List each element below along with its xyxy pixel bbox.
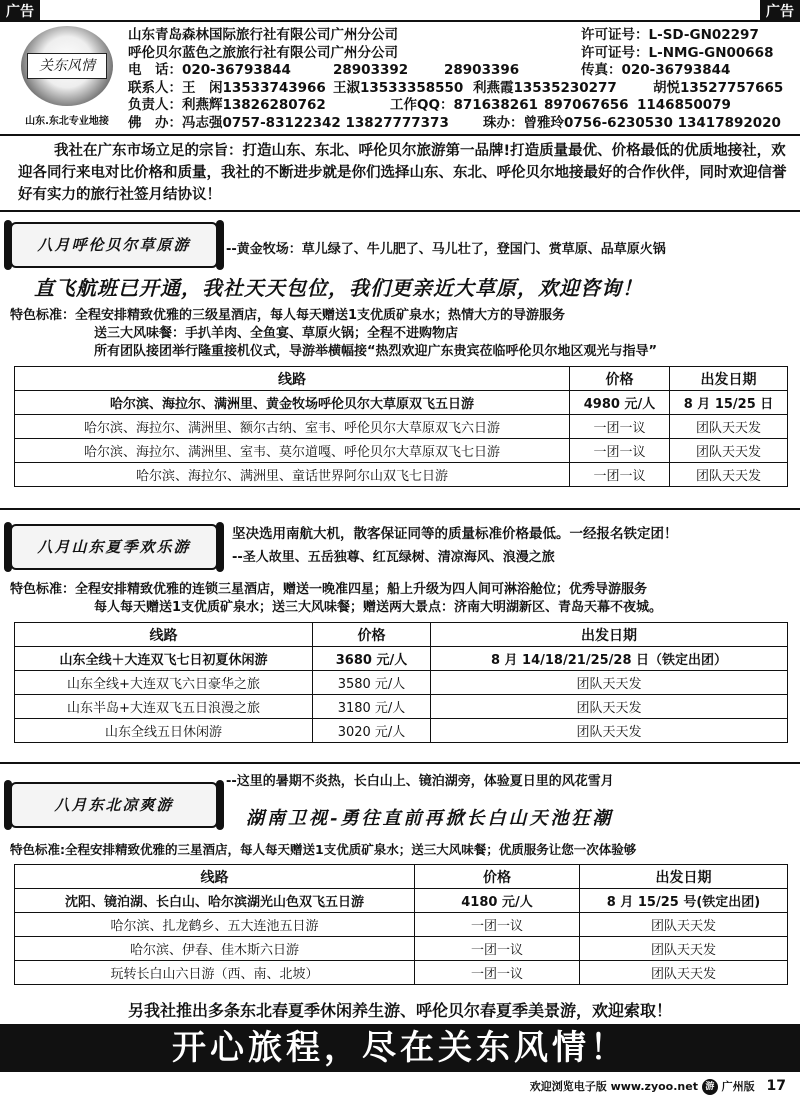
route-cell: 哈尔滨、海拉尔、满洲里、童话世界阿尔山双飞七日游 [15, 463, 570, 487]
edition-label: 广州版 [721, 1080, 755, 1093]
date-cell: 团队天天发 [431, 671, 788, 695]
table-row [15, 671, 788, 695]
table-row [15, 695, 788, 719]
logo-subtitle: 山东.东北专业地接 [25, 116, 109, 127]
license-1: 许可证号：L-SD-GN02297 [581, 27, 759, 43]
table-row [15, 463, 788, 487]
date-cell: 团队天天发 [670, 415, 788, 439]
price-cell: 3180 元/人 [313, 695, 431, 719]
table-header: 价格 [313, 623, 431, 647]
route-cell: 沈阳、镜泊湖、长白山、哈尔滨湖光山色双飞五日游 [15, 889, 415, 913]
date-cell: 团队天天发 [670, 463, 788, 487]
table-header: 出发日期 [670, 367, 788, 391]
qq-3: 1146850079 [637, 97, 731, 113]
northeast-slogan: 湖南卫视-勇往直前再掀长白山天池狂潮 [246, 808, 614, 829]
site-link[interactable]: 欢迎浏览电子版 www.zyoo.net [529, 1080, 698, 1093]
table-header: 线路 [15, 367, 570, 391]
northeast-feature-1: 特色标准:全程安排精致优雅的三星酒店，每人每天赠送1支优质矿泉水；送三大风味餐；优质服务让您一次体验够 [10, 842, 637, 857]
price-cell: 一团一议 [570, 463, 670, 487]
route-cell: 山东全线＋大连双飞七日初夏休闲游 [15, 647, 313, 671]
shandong-feature-1: 特色标准：全程安排精致优雅的连锁三星酒店，赠送一晚准四星；船上升级为四人间可淋浴舱位；优秀导游服务 [10, 582, 648, 597]
license-2: 许可证号：L-NMG-GN00668 [581, 44, 774, 61]
manager: 负责人：利燕辉13826280762 [128, 97, 326, 113]
table-row [15, 415, 788, 439]
northeast-route-table [14, 864, 788, 985]
company-name-2: 呼伦贝尔蓝色之旅旅行社有限公司广州分公司 [128, 44, 398, 61]
date-cell: 8 月 15/25 日 [670, 391, 788, 415]
table-row [15, 439, 788, 463]
shandong-tagline: --圣人故里、五岳独尊、红瓦绿树、清凉海风、浪漫之旅 [232, 550, 555, 565]
contact-person-4: 胡悦13527757665 [653, 79, 784, 96]
hulunbuir-tagline: --黄金牧场：草儿绿了、牛儿肥了、马儿壮了，登国门、赏草原、品草原火锅 [226, 242, 666, 257]
telephone-2: 28903392 [333, 62, 409, 78]
company-logo [12, 26, 122, 132]
date-cell: 团队天天发 [580, 961, 788, 985]
hulunbuir-feature-3: 所有团队接团举行隆重接机仪式，导游举横幅接“热烈欢迎广东贵宾莅临呼伦贝尔地区观光与指导” [94, 344, 658, 359]
route-cell: 山东全线+大连双飞六日豪华之旅 [15, 671, 313, 695]
page-number: 17 [766, 1078, 786, 1094]
fax: 传真：020-36793844 [581, 62, 731, 78]
shandong-route-table [14, 622, 788, 743]
table-header: 出发日期 [580, 865, 788, 889]
hulunbuir-route-table [14, 366, 788, 487]
route-cell: 哈尔滨、扎龙鹤乡、五大连池五日游 [15, 913, 415, 937]
page-footer [530, 1078, 786, 1095]
hulunbuir-feature-2: 送三大风味餐：手扒羊肉、全鱼宴、草原火锅；全程不进购物店 [94, 326, 459, 341]
qq-2: 897067656 [544, 97, 629, 113]
date-cell: 团队天天发 [580, 937, 788, 961]
section-title-hulunbuir: 八月呼伦贝尔草原游 [10, 222, 218, 268]
table-row [15, 913, 788, 937]
shandong-note: 坚决选用南航大机，散客保证同等的质量标准价格最低。一经报名铁定团！ [232, 526, 678, 542]
table-row [15, 937, 788, 961]
route-cell: 哈尔滨、海拉尔、满洲里、黄金牧场呼伦贝尔大草原双飞五日游 [15, 391, 570, 415]
date-cell: 团队天天发 [431, 695, 788, 719]
table-header: 线路 [15, 865, 415, 889]
date-cell: 团队天天发 [431, 719, 788, 743]
table-row [15, 719, 788, 743]
table-row [15, 961, 788, 985]
northeast-tagline: --这里的暑期不炎热，长白山上、镜泊湖旁，体验夏日里的风花雪月 [226, 774, 614, 789]
intro-paragraph: 我社在广东市场立足的宗旨：打造山东、东北、呼伦贝尔旅游第一品牌!打造质量最优、价格最低的优质地接社，欢迎各同行来电对比价格和质量，我社的不断进步就是你们选择山东、东北、呼伦贝尔地接最好的合作伙伴，同时欢迎信誉好有实力的旅行社签月结协议！ [18, 143, 787, 203]
ad-tag-left: 广告 [0, 0, 40, 20]
price-cell: 一团一议 [415, 913, 580, 937]
route-cell: 哈尔滨、海拉尔、满洲里、额尔古纳、室韦、呼伦贝尔大草原双飞六日游 [15, 415, 570, 439]
table-row [15, 647, 788, 671]
contact-person-3: 利燕霞13535230277 [473, 79, 617, 96]
table-row [15, 889, 788, 913]
price-cell: 一团一议 [415, 961, 580, 985]
site-badge-icon: 游 [702, 1079, 718, 1095]
foshan-office: 佛 办：冯志强0757-83122342 13827777373 [128, 114, 449, 131]
date-cell: 团队天天发 [580, 913, 788, 937]
company-name-1: 山东青岛森林国际旅行社有限公司广州分公司 [128, 27, 398, 43]
shandong-feature-2: 每人每天赠送1支优质矿泉水；送三大风味餐；赠送两大景点：济南大明湖新区、青岛天幕不夜城。 [94, 600, 663, 615]
date-cell: 8 月 15/25 号(铁定出团) [580, 889, 788, 913]
table-header: 价格 [415, 865, 580, 889]
ad-tag-right: 广告 [760, 0, 800, 20]
date-cell: 团队天天发 [670, 439, 788, 463]
section-title-northeast: 八月东北凉爽游 [10, 782, 218, 828]
route-cell: 山东半岛+大连双飞五日浪漫之旅 [15, 695, 313, 719]
price-cell: 3020 元/人 [313, 719, 431, 743]
section-title-shandong: 八月山东夏季欢乐游 [10, 524, 218, 570]
hulunbuir-feature-1: 特色标准：全程安排精致优雅的三级星酒店，每人每天赠送1支优质矿泉水；热情大方的导游服务 [10, 308, 566, 323]
telephone-3: 28903396 [444, 62, 520, 78]
logo-name: 关东风情 [27, 53, 107, 79]
route-cell: 山东全线五日休闲游 [15, 719, 313, 743]
contact-person-1: 联系人：王 闲13533743966 [128, 79, 326, 96]
promo-text: 另我社推出多条东北春夏季休闲养生游、呼伦贝尔春夏季美景游，欢迎索取！ [127, 1001, 672, 1020]
price-cell: 一团一议 [415, 937, 580, 961]
zhuhai-office: 珠办：曾雅玲0756-6230530 13417892020 [483, 114, 781, 131]
table-header: 出发日期 [431, 623, 788, 647]
top-bar [0, 0, 800, 22]
price-cell: 3680 元/人 [313, 647, 431, 671]
table-row [15, 391, 788, 415]
contact-person-2: 王淑13533358550 [333, 79, 464, 96]
route-cell: 哈尔滨、海拉尔、满洲里、室韦、莫尔道嘎、呼伦贝尔大草原双飞七日游 [15, 439, 570, 463]
route-cell: 玩转长白山六日游（西、南、北坡） [15, 961, 415, 985]
price-cell: 4980 元/人 [570, 391, 670, 415]
date-cell: 8 月 14/18/21/25/28 日（铁定出团） [431, 647, 788, 671]
logo-emblem [21, 26, 113, 106]
telephone: 电 话：020-36793844 [128, 62, 291, 78]
divider [0, 210, 800, 212]
table-header: 线路 [15, 623, 313, 647]
price-cell: 3580 元/人 [313, 671, 431, 695]
hulunbuir-slogan: 直飞航班已开通，我社天天包位，我们更亲近大草原，欢迎咨询！ [34, 276, 643, 300]
contact-block [128, 27, 798, 132]
divider [0, 508, 800, 510]
table-header: 价格 [570, 367, 670, 391]
divider [0, 762, 800, 764]
price-cell: 4180 元/人 [415, 889, 580, 913]
price-cell: 一团一议 [570, 415, 670, 439]
route-cell: 哈尔滨、伊春、佳木斯六日游 [15, 937, 415, 961]
divider [0, 134, 800, 136]
price-cell: 一团一议 [570, 439, 670, 463]
slogan-banner: 开心旅程，尽在关东风情！ [0, 1024, 800, 1072]
qq-1: 工作QQ：871638261 [390, 97, 538, 113]
